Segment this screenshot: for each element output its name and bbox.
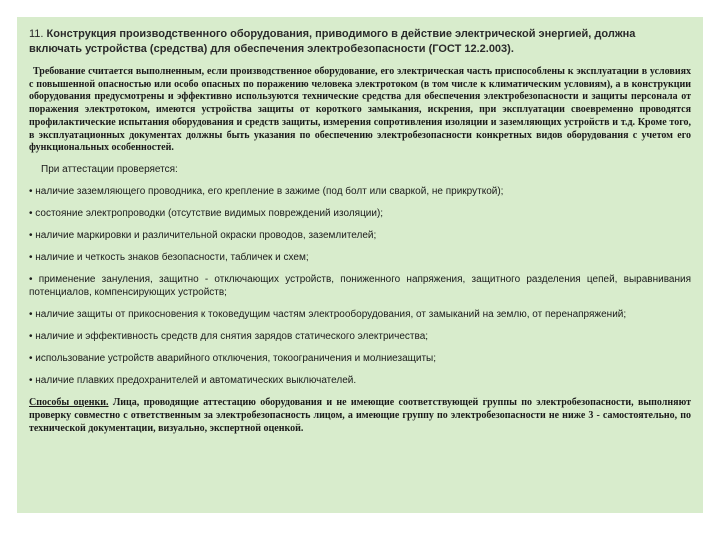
methods-text: Лица, проводящие аттестацию оборудования и не имеющие соответствующей группы по электробезопасности, выполняют проверку совместно с ответственным за электробезопасность лицом, а имеющие группу по электробезопасности не ниже 3 - самостоятельно, по технической документации, визуально, экспертной оценкой. bbox=[29, 396, 691, 434]
list-item: • наличие защиты от прикосновения к токоведущим частям электрооборудования, от замыканий на землю, от перенапряжений; bbox=[29, 308, 627, 320]
list-item: • наличие и эффективность средств для снятия зарядов статического электричества; bbox=[29, 330, 429, 342]
requirement-paragraph: Требование считается выполненным, если производственное оборудование, его электрическая часть приспособлены к эксплуатации в условиях с повышенной опасностью или особо опасных по поражению человека электротоком (в том числе к климатическим условиям), а в конструкции оборудования предусмотрены и эффективно используются технические средства для обеспечения электробезопасности и защиты персонала от поражения электротоком, имеются устройства защиты от короткого замыкания, искрения, при эксплуатации своевременно проводятся профилактические испытания оборудования и средств защиты, измерения сопротивления изоляции и заземляющих устройств и т.д. Кроме того, в эксплуатационных документах должны быть указания по обеспечению электробезопасности конкретных видов оборудования с учетом его функциональных особенностей. bbox=[29, 66, 691, 154]
list-item: • состояние электропроводки (отсутствие видимых повреждений изоляции); bbox=[29, 207, 384, 219]
section-heading bbox=[29, 27, 691, 57]
section-number: 11. bbox=[29, 28, 44, 40]
list-item: • использование устройств аварийного отключения, токоограничения и молниезащиты; bbox=[29, 352, 437, 364]
methods-label: Способы оценки. bbox=[29, 396, 109, 408]
list-item: • наличие заземляющего проводника, его крепление в зажиме (под болт или сваркой, не прикруткой); bbox=[29, 185, 504, 197]
list-item: • наличие и четкость знаков безопасности, табличек и схем; bbox=[29, 251, 309, 263]
check-intro: При аттестации проверяется: bbox=[41, 163, 178, 175]
section-heading-text: Конструкция производственного оборудования, приводимого в действие электрической энергией, должна включать устройства (средства) для обеспечения электробезопасности (ГОСТ 12.2.003). bbox=[29, 28, 636, 55]
list-item: • наличие плавких предохранителей и автоматических выключателей. bbox=[29, 374, 357, 386]
assessment-methods bbox=[29, 396, 691, 435]
content-panel bbox=[17, 17, 703, 513]
list-item: • наличие маркировки и различительной окраски проводов, заземлителей; bbox=[29, 229, 377, 241]
list-item: • применение зануления, защитно - отключающих устройств, пониженного напряжения, защитного разделения цепей, выравнивания потенциалов, компенсирующих устройств; bbox=[29, 273, 691, 298]
